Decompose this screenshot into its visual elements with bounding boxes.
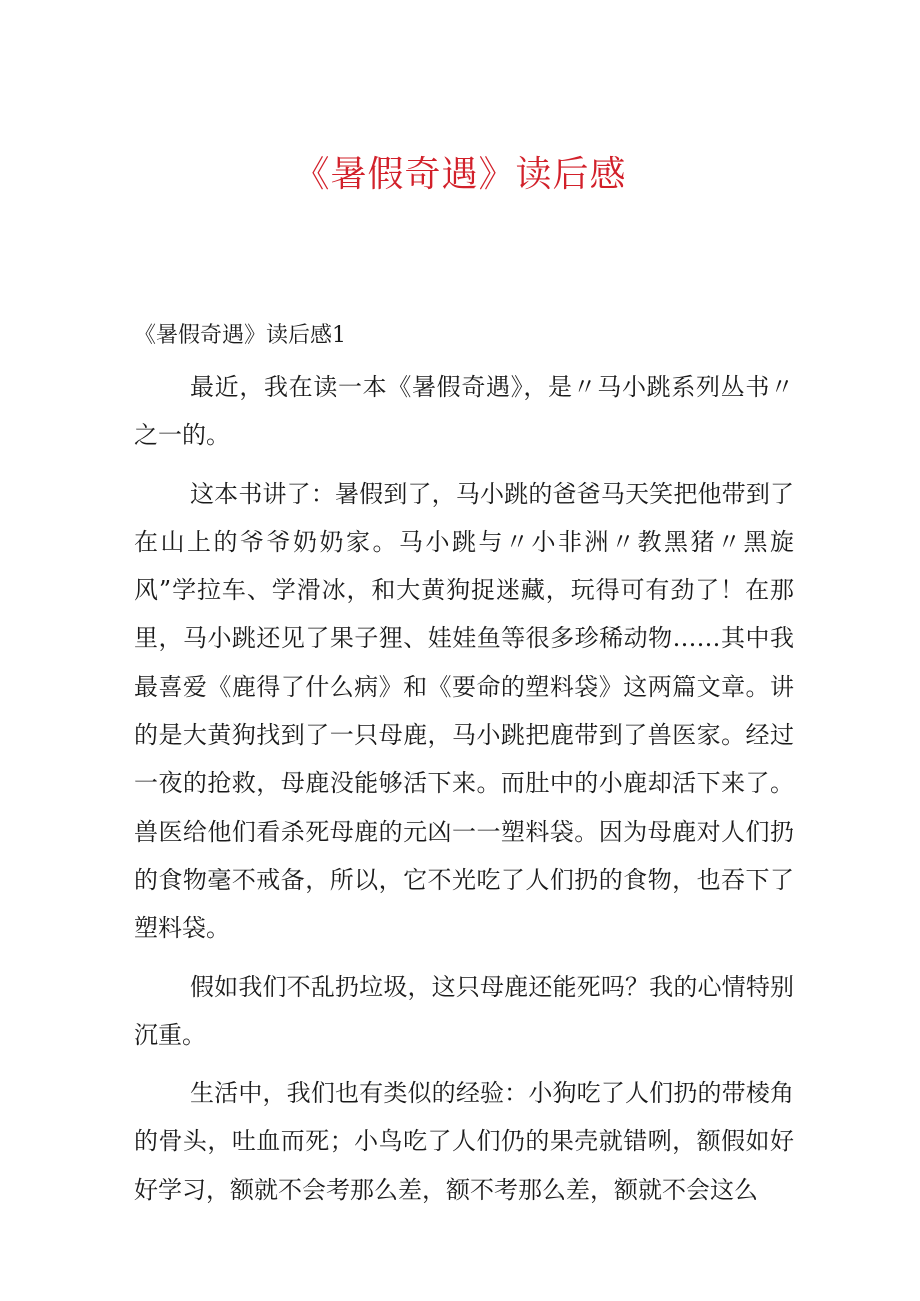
paragraph-2: 这本书讲了：暑假到了，马小跳的爸爸马天笑把他带到了在山上的爷爷奶奶家。马小跳与〃小非洲〃教黑猪〃黑旋风”学拉车、学滑冰，和大黄狗捉迷藏，玩得可有劲了！在那里，马小跳还见了果子狸、娃娃鱼等很多珍稀动物……其中我最喜爱《鹿得了什么病》和《要命的塑料袋》这两篇文章。讲的是大黄狗找到了一只母鹿，马小跳把鹿带到了兽医家。经过一夜的抢救，母鹿没能够活下来。而肚中的小鹿却活下来了。兽医给他们看杀死母鹿的元凶一一塑料袋。因为母鹿对人们扔的食物毫不戒备，所以，它不光吃了人们扔的食物，也吞下了塑料袋。 [134, 479, 794, 943]
paragraph-4: 生活中，我们也有类似的经验：小狗吃了人们扔的带棱角的骨头，吐血而死；小鸟吃了人们仍的果壳就错咧，额假如好好学习，额就不会考那么差，额不考那么差，额就不会这么 [134, 1079, 794, 1204]
paragraph-1: 最近，我在读一本《暑假奇遇》，是〃马小跳系列丛书〃之一的。 [134, 373, 794, 450]
document-title: 《暑假奇遇》读后感 [293, 154, 627, 195]
section-heading: 《暑假奇遇》读后感1 [134, 323, 346, 348]
paragraph-3: 假如我们不乱扔垃圾，这只母鹿还能死吗？我的心情特别沉重。 [134, 972, 794, 1049]
body-text [134, 363, 794, 1224]
